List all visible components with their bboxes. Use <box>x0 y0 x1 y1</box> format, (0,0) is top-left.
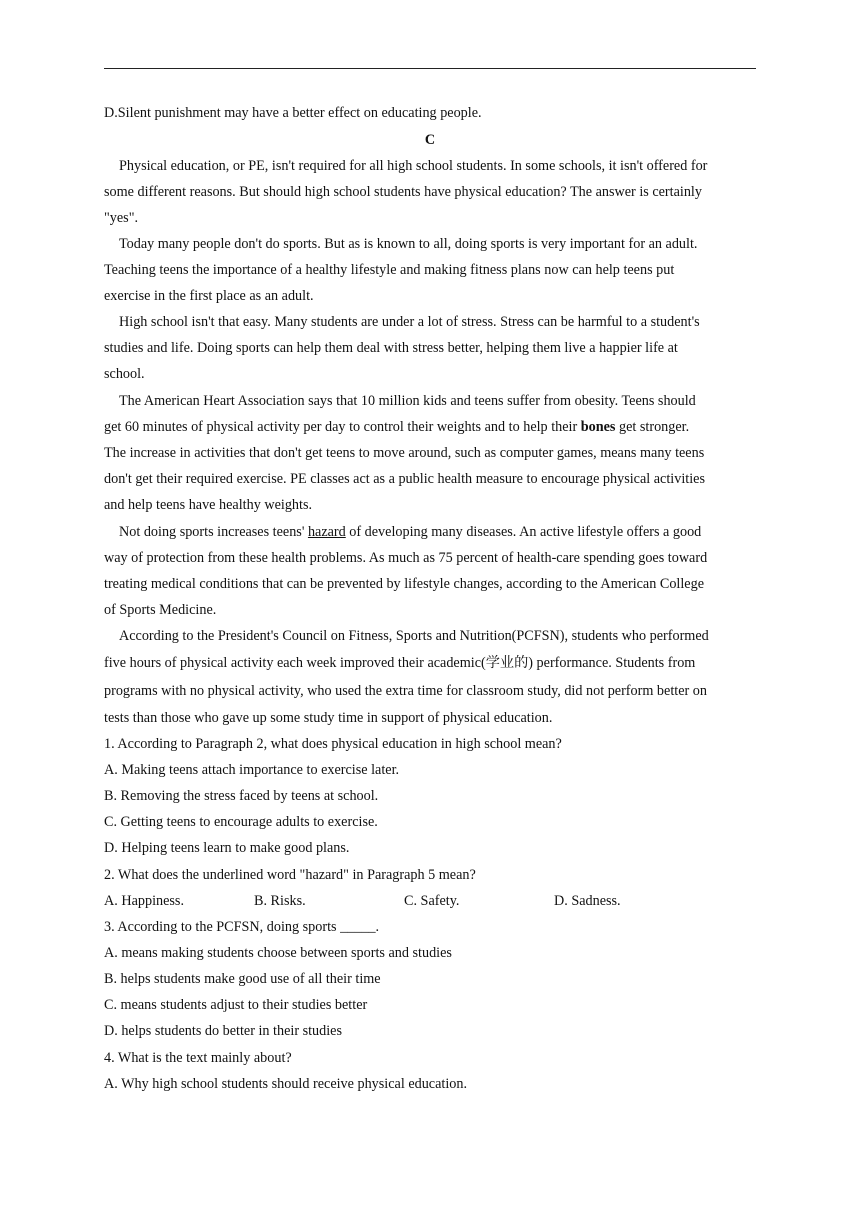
underlined-word-hazard: hazard <box>307 524 346 540</box>
paragraph-4-line-2 <box>104 417 764 437</box>
paragraph-6-line-1: According to the President's Council on Fitness, Sports and Nutrition(PCFSN), students who performed <box>119 628 709 644</box>
paragraph-6-line-3: programs with no physical activity, who used the extra time for classroom study, did not perform better on <box>104 683 707 699</box>
question-2-option-a: A. Happiness. <box>104 893 184 909</box>
paragraph-5-line-1-start: Not doing sports increases teens' <box>119 524 308 540</box>
question-4-option-a: A. Why high school students should receive physical education. <box>104 1076 468 1092</box>
paragraph-5-line-1-end: of developing many diseases. An active lifestyle offers a good <box>345 524 702 540</box>
paragraph-5-line-2: way of protection from these health problems. As much as 75 percent of health-care spending goes toward <box>104 550 708 566</box>
paragraph-4-line-2-start: get 60 minutes of physical activity per day to control their weights and to help their <box>104 419 581 435</box>
paragraph-2-line-2: Teaching teens the importance of a healthy lifestyle and making fitness plans now can help teens put <box>104 262 675 278</box>
question-3-option-d: D. helps students do better in their studies <box>104 1023 343 1039</box>
paragraph-4-line-3: The increase in activities that don't get teens to move around, such as computer games, means many teens <box>104 445 705 461</box>
paragraph-1-line-2: some different reasons. But should high school students have physical education? The answer is certainly <box>104 184 702 200</box>
paragraph-1-line-1: Physical education, or PE, isn't required for all high school students. In some schools, it isn't offered for <box>119 158 708 174</box>
previous-option-d: D.Silent punishment may have a better effect on educating people. <box>104 105 482 121</box>
paragraph-4-line-2-end: get stronger. <box>615 419 690 435</box>
question-1-stem: 1. According to Paragraph 2, what does physical education in high school mean? <box>104 736 562 752</box>
paragraph-2-line-3: exercise in the first place as an adult. <box>104 288 314 304</box>
paragraph-1-line-3: "yes". <box>104 210 139 226</box>
question-4-stem: 4. What is the text mainly about? <box>104 1050 292 1066</box>
question-1-option-d: D. Helping teens learn to make good plans. <box>104 840 350 856</box>
question-2-option-b: B. Risks. <box>254 893 306 909</box>
paragraph-4-line-5: and help teens have healthy weights. <box>104 497 313 513</box>
section-label: C <box>424 132 436 148</box>
question-2-stem: 2. What does the underlined word "hazard" in Paragraph 5 mean? <box>104 867 476 883</box>
paragraph-4-line-1: The American Heart Association says that 10 million kids and teens suffer from obesity. Teens should <box>119 393 696 409</box>
bold-word-bones: bones <box>580 419 616 435</box>
question-3-option-a: A. means making students choose between sports and studies <box>104 945 452 961</box>
paragraph-3-line-3: school. <box>104 366 145 382</box>
paragraph-5-line-3: treating medical conditions that can be prevented by lifestyle changes, according to the American College <box>104 576 704 592</box>
paragraph-5-line-4: of Sports Medicine. <box>104 602 217 618</box>
paragraph-2-line-1: Today many people don't do sports. But as is known to all, doing sports is very important for an adult. <box>119 236 698 252</box>
paragraph-6-line-4: tests than those who gave up some study time in support of physical education. <box>104 710 553 726</box>
question-3-stem: 3. According to the PCFSN, doing sports _____. <box>104 919 380 935</box>
paragraph-3-line-1: High school isn't that easy. Many students are under a lot of stress. Stress can be harmful to a student's <box>119 314 700 330</box>
question-2-option-d: D. Sadness. <box>554 893 621 909</box>
question-3-option-b: B. helps students make good use of all their time <box>104 971 381 987</box>
paragraph-3-line-2: studies and life. Doing sports can help them deal with stress better, helping them live a happier life at <box>104 340 678 356</box>
paragraph-5-line-1 <box>119 522 779 542</box>
question-1-option-b: B. Removing the stress faced by teens at school. <box>104 788 379 804</box>
header-rule <box>104 68 756 69</box>
question-1-option-c: C. Getting teens to encourage adults to exercise. <box>104 814 378 830</box>
question-1-option-a: A. Making teens attach importance to exercise later. <box>104 762 400 778</box>
paragraph-6-line-2: five hours of physical activity each week improved their academic(学业的) performance. Students from <box>104 655 696 671</box>
paragraph-4-line-4: don't get their required exercise. PE classes act as a public health measure to encourage physical activities <box>104 471 705 487</box>
question-3-option-c: C. means students adjust to their studies better <box>104 997 368 1013</box>
question-2-option-c: C. Safety. <box>404 893 460 909</box>
